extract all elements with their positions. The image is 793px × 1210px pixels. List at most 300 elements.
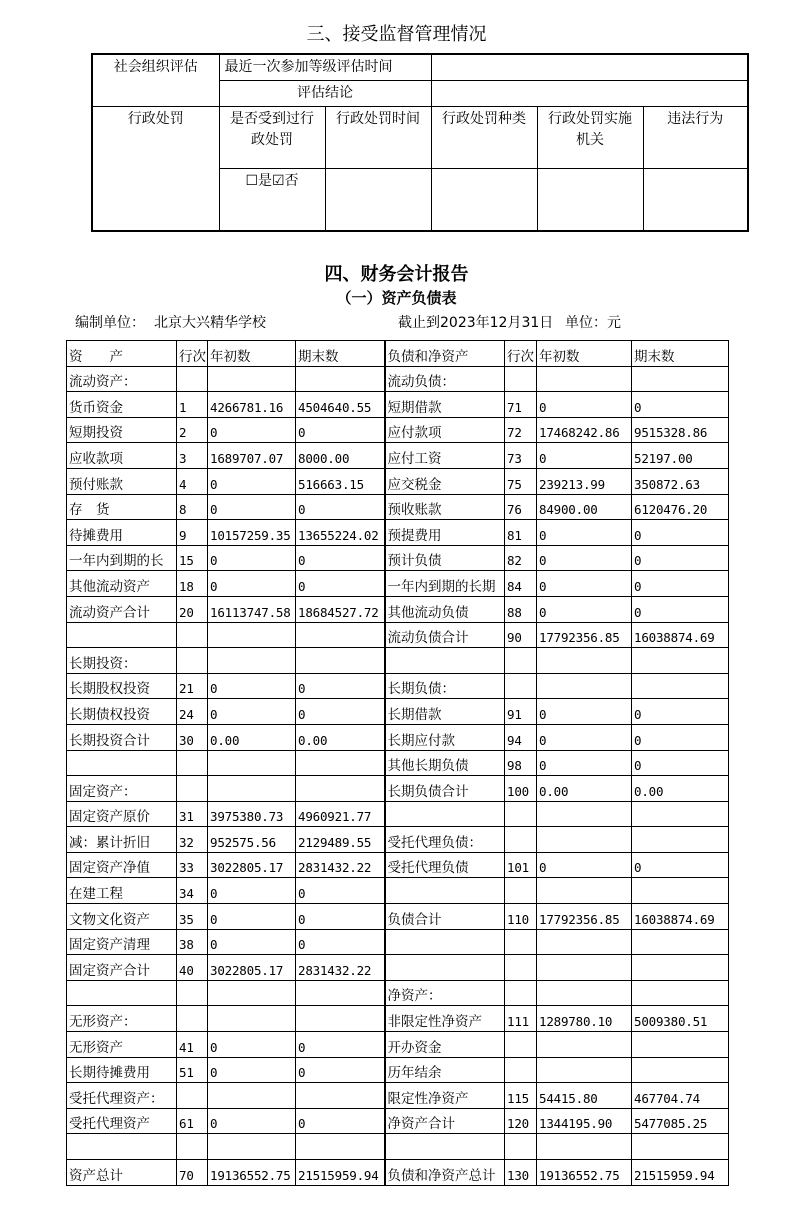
table-cell: 3022805.17 — [208, 852, 296, 878]
table-cell: 84900.00 — [537, 494, 632, 520]
table-row — [67, 750, 729, 776]
table-row — [67, 596, 729, 622]
table-cell: 0 — [296, 1057, 385, 1083]
table-cell: 短期投资 — [67, 417, 177, 443]
table-cell: 长期负债： — [385, 673, 505, 699]
table-cell: 0 — [208, 929, 296, 955]
table-cell: 限定性净资产 — [385, 1083, 505, 1109]
table-cell: 5009380.51 — [632, 1006, 729, 1032]
table-cell: 存 货 — [67, 494, 177, 520]
table-cell — [632, 801, 729, 827]
table-cell: 32 — [177, 827, 208, 853]
table-cell: 0 — [537, 520, 632, 546]
penalty-cell — [431, 169, 537, 231]
table-row — [67, 571, 729, 597]
table-cell: 0 — [537, 443, 632, 469]
penalty-answer-checkbox: ☐是☑否 — [219, 169, 325, 231]
table-cell: 0.00 — [632, 776, 729, 802]
table-cell: 110 — [505, 904, 537, 930]
table-cell — [208, 980, 296, 1006]
table-cell — [296, 750, 385, 776]
table-cell: 长期投资合计 — [67, 724, 177, 750]
table-cell: 预付账款 — [67, 468, 177, 494]
table-cell — [505, 827, 537, 853]
table-cell: 文物文化资产 — [67, 904, 177, 930]
table-cell — [632, 827, 729, 853]
table-cell: 81 — [505, 520, 537, 546]
table-cell: 长期负债合计 — [385, 776, 505, 802]
penalty-header: 行政处罚实施机关 — [537, 107, 643, 169]
table-cell — [537, 648, 632, 674]
section-4-title: 四、财务会计报告 — [324, 264, 469, 285]
table-cell: 一年内到期的长期 — [385, 571, 505, 597]
table-cell: 0 — [208, 699, 296, 725]
table-cell — [537, 980, 632, 1006]
table-cell: 0 — [296, 571, 385, 597]
table-cell — [505, 929, 537, 955]
table-cell: 13655224.02 — [296, 520, 385, 546]
table-cell: 17468242.86 — [537, 417, 632, 443]
table-cell — [208, 1134, 296, 1160]
table-row — [67, 724, 729, 750]
table-row — [67, 827, 729, 853]
table-cell: 无形资产： — [67, 1006, 177, 1032]
table-header-cell: 期末数 — [296, 341, 385, 367]
table-cell — [177, 980, 208, 1006]
table-row — [67, 1006, 729, 1032]
penalty-cell — [537, 169, 643, 231]
table-cell: 72 — [505, 417, 537, 443]
table-cell — [632, 648, 729, 674]
table-cell: 21 — [177, 673, 208, 699]
table-cell: 2129489.55 — [296, 827, 385, 853]
table-cell — [67, 622, 177, 648]
table-cell: 35 — [177, 904, 208, 930]
table-row — [67, 1108, 729, 1134]
section-3-title: 三、接受监督管理情况 — [306, 24, 487, 45]
table-cell: 5477085.25 — [632, 1108, 729, 1134]
table-cell: 9515328.86 — [632, 417, 729, 443]
table-cell — [208, 750, 296, 776]
table-cell: 0 — [296, 929, 385, 955]
table-cell: 88 — [505, 596, 537, 622]
table-cell — [632, 673, 729, 699]
table-cell: 8 — [177, 494, 208, 520]
table-cell: 0 — [632, 392, 729, 418]
table-cell: 0 — [632, 750, 729, 776]
table-row — [67, 494, 729, 520]
table-header-cell: 年初数 — [537, 341, 632, 367]
table-cell — [505, 955, 537, 981]
table-cell: 6120476.20 — [632, 494, 729, 520]
table-cell — [537, 955, 632, 981]
table-cell — [177, 622, 208, 648]
table-cell — [505, 1134, 537, 1160]
table-cell: 952575.56 — [208, 827, 296, 853]
table-cell — [177, 1006, 208, 1032]
table-cell: 4 — [177, 468, 208, 494]
table-cell — [537, 1134, 632, 1160]
table-cell — [537, 878, 632, 904]
table-cell — [177, 1134, 208, 1160]
table-cell: 18 — [177, 571, 208, 597]
table-cell: 开办资金 — [385, 1032, 505, 1058]
table-cell: 4266781.16 — [208, 392, 296, 418]
table-row — [67, 852, 729, 878]
table-cell — [632, 980, 729, 1006]
table-cell: 21515959.94 — [632, 1160, 729, 1186]
table-cell: 0 — [208, 417, 296, 443]
table-cell — [296, 622, 385, 648]
table-row — [67, 1160, 729, 1186]
table-cell: 18684527.72 — [296, 596, 385, 622]
table-cell — [177, 648, 208, 674]
table-cell: 34 — [177, 878, 208, 904]
table-cell — [296, 776, 385, 802]
table-cell — [505, 980, 537, 1006]
table-cell — [385, 648, 505, 674]
table-cell — [208, 1006, 296, 1032]
table-cell: 负债合计 — [385, 904, 505, 930]
table-cell — [632, 1032, 729, 1058]
table-cell: 0 — [537, 724, 632, 750]
table-cell: 0 — [537, 699, 632, 725]
table-cell — [177, 1083, 208, 1109]
table-cell: 1289780.10 — [537, 1006, 632, 1032]
table-cell: 40 — [177, 955, 208, 981]
penalty-cell — [325, 169, 431, 231]
table-cell: 0 — [537, 750, 632, 776]
table-cell: 101 — [505, 852, 537, 878]
table-cell — [505, 878, 537, 904]
table-cell: 239213.99 — [537, 468, 632, 494]
table-cell: 流动资产： — [67, 366, 177, 392]
table-cell — [632, 955, 729, 981]
table-row — [67, 468, 729, 494]
table-cell: 应付款项 — [385, 417, 505, 443]
table-cell: 0 — [208, 494, 296, 520]
table-cell — [208, 622, 296, 648]
table-cell: 无形资产 — [67, 1032, 177, 1058]
table-cell — [632, 1057, 729, 1083]
table-header-cell: 行次 — [505, 341, 537, 367]
unit-name: 北京大兴精华学校 — [154, 315, 266, 331]
table-cell: 其他流动负债 — [385, 596, 505, 622]
table-cell: 0 — [208, 545, 296, 571]
table-cell: 2831432.22 — [296, 852, 385, 878]
table-cell: 0 — [296, 1032, 385, 1058]
table-row — [67, 1083, 729, 1109]
table-row — [67, 443, 729, 469]
table-cell — [296, 648, 385, 674]
table-cell: 467704.74 — [632, 1083, 729, 1109]
table-cell — [632, 366, 729, 392]
balance-sheet-table — [66, 340, 729, 1186]
table-cell: 长期待摊费用 — [67, 1057, 177, 1083]
table-cell: 长期应付款 — [385, 724, 505, 750]
table-cell: 4504640.55 — [296, 392, 385, 418]
table-cell: 固定资产净值 — [67, 852, 177, 878]
table-cell: 0 — [208, 571, 296, 597]
table-cell: 0 — [208, 468, 296, 494]
table-cell — [385, 929, 505, 955]
table-cell: 0 — [537, 545, 632, 571]
table-cell: 在建工程 — [67, 878, 177, 904]
table-cell: 长期股权投资 — [67, 673, 177, 699]
table-cell: 流动负债合计 — [385, 622, 505, 648]
table-cell: 长期投资： — [67, 648, 177, 674]
table-cell: 31 — [177, 801, 208, 827]
table-cell: 0 — [296, 904, 385, 930]
table-cell — [385, 955, 505, 981]
table-cell — [67, 750, 177, 776]
table-row — [67, 878, 729, 904]
table-cell: 51 — [177, 1057, 208, 1083]
table-cell: 8000.00 — [296, 443, 385, 469]
table-cell: 516663.15 — [296, 468, 385, 494]
table-cell: 111 — [505, 1006, 537, 1032]
table-cell: 70 — [177, 1160, 208, 1186]
table-cell: 流动资产合计 — [67, 596, 177, 622]
table-cell: 0 — [537, 571, 632, 597]
report-date: 截止到2023年12月31日 — [398, 315, 554, 331]
table-cell: 3 — [177, 443, 208, 469]
table-cell — [208, 648, 296, 674]
table-cell: 固定资产合计 — [67, 955, 177, 981]
table-cell — [505, 1057, 537, 1083]
table-cell: 38 — [177, 929, 208, 955]
table-cell: 预计负债 — [385, 545, 505, 571]
table-cell — [296, 1083, 385, 1109]
table-cell — [537, 929, 632, 955]
table-header-cell: 期末数 — [632, 341, 729, 367]
table-header-cell: 年初数 — [208, 341, 296, 367]
table-cell: 2831432.22 — [296, 955, 385, 981]
table-row — [67, 1057, 729, 1083]
table-cell: 0 — [208, 1057, 296, 1083]
table-cell: 0 — [632, 571, 729, 597]
table-cell: 52197.00 — [632, 443, 729, 469]
table-cell: 16038874.69 — [632, 622, 729, 648]
table-cell: 17792356.85 — [537, 622, 632, 648]
table-cell — [632, 878, 729, 904]
table-cell: 350872.63 — [632, 468, 729, 494]
table-cell: 流动负债： — [385, 366, 505, 392]
table-row — [67, 955, 729, 981]
table-cell: 0 — [296, 417, 385, 443]
table-cell — [385, 878, 505, 904]
table-cell: 0 — [296, 545, 385, 571]
table-cell: 长期借款 — [385, 699, 505, 725]
table-row — [67, 366, 729, 392]
table-cell: 受托代理负债 — [385, 852, 505, 878]
table-cell: 54415.80 — [537, 1083, 632, 1109]
currency-unit: 单位：元 — [565, 315, 621, 331]
table-row — [67, 648, 729, 674]
table-cell: 负债和净资产总计 — [385, 1160, 505, 1186]
table-cell: 0 — [296, 1108, 385, 1134]
table-cell — [177, 776, 208, 802]
table-cell: 一年内到期的长 — [67, 545, 177, 571]
table-cell — [296, 980, 385, 1006]
table-cell: 固定资产原价 — [67, 801, 177, 827]
table-cell: 0 — [208, 673, 296, 699]
table-cell — [505, 1032, 537, 1058]
table-cell — [296, 1006, 385, 1032]
table-row — [67, 904, 729, 930]
table-cell: 净资产： — [385, 980, 505, 1006]
table-cell — [208, 366, 296, 392]
table-cell: 19136552.75 — [537, 1160, 632, 1186]
table-cell: 21515959.94 — [296, 1160, 385, 1186]
table-cell — [296, 1134, 385, 1160]
table-cell: 94 — [505, 724, 537, 750]
table-row — [67, 929, 729, 955]
table-cell — [505, 648, 537, 674]
table-cell: 30 — [177, 724, 208, 750]
table-row — [67, 1032, 729, 1058]
table-cell: 0 — [296, 673, 385, 699]
table-header-cell: 行次 — [177, 341, 208, 367]
table-header-cell: 资 产 — [67, 341, 177, 367]
table-cell — [385, 801, 505, 827]
table-cell: 受托代理资产： — [67, 1083, 177, 1109]
table-cell: 1 — [177, 392, 208, 418]
table-cell: 75 — [505, 468, 537, 494]
table-cell — [208, 1083, 296, 1109]
table-cell: 0 — [632, 545, 729, 571]
table-cell: 19136552.75 — [208, 1160, 296, 1186]
table-cell — [537, 801, 632, 827]
table-cell: 受托代理资产 — [67, 1108, 177, 1134]
table-cell: 0 — [632, 724, 729, 750]
table-cell — [537, 673, 632, 699]
table-cell: 长期债权投资 — [67, 699, 177, 725]
table-cell: 73 — [505, 443, 537, 469]
table-cell: 其他流动资产 — [67, 571, 177, 597]
table-cell: 1344195.90 — [537, 1108, 632, 1134]
table-cell — [537, 1032, 632, 1058]
table-cell: 0 — [208, 1108, 296, 1134]
table-cell: 其他长期负债 — [385, 750, 505, 776]
unit-label: 编制单位： — [75, 315, 145, 331]
table-cell: 2 — [177, 417, 208, 443]
table-cell — [177, 750, 208, 776]
table-cell: 应付工资 — [385, 443, 505, 469]
table-cell: 91 — [505, 699, 537, 725]
eval-conclusion-value — [431, 81, 748, 107]
table-cell: 10157259.35 — [208, 520, 296, 546]
table-cell: 0 — [537, 852, 632, 878]
table-row — [67, 417, 729, 443]
table-cell: 货币资金 — [67, 392, 177, 418]
table-cell: 非限定性净资产 — [385, 1006, 505, 1032]
table-cell: 0 — [632, 596, 729, 622]
table-cell — [505, 366, 537, 392]
table-cell: 应交税金 — [385, 468, 505, 494]
table-cell — [67, 1134, 177, 1160]
table-cell: 预提费用 — [385, 520, 505, 546]
table-cell: 9 — [177, 520, 208, 546]
table-cell: 20 — [177, 596, 208, 622]
table-row — [67, 801, 729, 827]
penalty-cell — [643, 169, 748, 231]
table-cell: 短期借款 — [385, 392, 505, 418]
table-row — [67, 545, 729, 571]
penalty-label: 行政处罚 — [92, 107, 219, 231]
table-cell: 98 — [505, 750, 537, 776]
table-cell: 130 — [505, 1160, 537, 1186]
table-cell — [208, 776, 296, 802]
table-row — [67, 980, 729, 1006]
table-cell: 24 — [177, 699, 208, 725]
table-cell — [632, 1134, 729, 1160]
penalty-header: 行政处罚时间 — [325, 107, 431, 169]
penalty-header: 行政处罚种类 — [431, 107, 537, 169]
table-cell: 0 — [208, 878, 296, 904]
table-cell: 受托代理负债： — [385, 827, 505, 853]
table-cell: 0 — [296, 494, 385, 520]
table-cell: 0 — [632, 699, 729, 725]
penalty-header: 违法行为 — [643, 107, 748, 169]
table-cell: 33 — [177, 852, 208, 878]
balance-sheet-subtitle: （一）资产负债表 — [336, 289, 457, 307]
table-cell: 固定资产清理 — [67, 929, 177, 955]
table-cell: 待摊费用 — [67, 520, 177, 546]
table-cell: 应收款项 — [67, 443, 177, 469]
table-header-row — [67, 341, 729, 367]
table-cell: 净资产合计 — [385, 1108, 505, 1134]
table-cell — [537, 827, 632, 853]
table-cell — [632, 929, 729, 955]
table-header-cell: 负债和净资产 — [385, 341, 505, 367]
table-cell: 0.00 — [537, 776, 632, 802]
supervision-table — [91, 53, 749, 232]
table-cell: 82 — [505, 545, 537, 571]
table-cell: 减：累计折旧 — [67, 827, 177, 853]
table-cell: 61 — [177, 1108, 208, 1134]
table-cell — [537, 366, 632, 392]
table-cell: 0 — [632, 520, 729, 546]
table-cell: 84 — [505, 571, 537, 597]
table-cell: 90 — [505, 622, 537, 648]
table-cell: 预收账款 — [385, 494, 505, 520]
table-cell: 100 — [505, 776, 537, 802]
table-cell — [67, 980, 177, 1006]
table-row — [67, 776, 729, 802]
table-row — [67, 1134, 729, 1160]
penalty-header: 是否受到过行政处罚 — [219, 107, 325, 169]
eval-time-label: 最近一次参加等级评估时间 — [219, 54, 431, 81]
table-cell: 41 — [177, 1032, 208, 1058]
table-cell: 3022805.17 — [208, 955, 296, 981]
table-cell — [385, 1134, 505, 1160]
table-cell: 120 — [505, 1108, 537, 1134]
eval-time-value — [431, 54, 748, 81]
table-cell: 0 — [537, 392, 632, 418]
table-cell — [505, 801, 537, 827]
eval-label: 社会组织评估 — [92, 54, 219, 107]
table-row — [67, 699, 729, 725]
table-cell: 历年结余 — [385, 1057, 505, 1083]
table-cell: 1689707.07 — [208, 443, 296, 469]
table-cell: 0.00 — [296, 724, 385, 750]
table-cell: 0 — [296, 699, 385, 725]
table-cell: 资产总计 — [67, 1160, 177, 1186]
table-cell: 0 — [632, 852, 729, 878]
table-cell — [296, 366, 385, 392]
table-cell: 0 — [296, 878, 385, 904]
